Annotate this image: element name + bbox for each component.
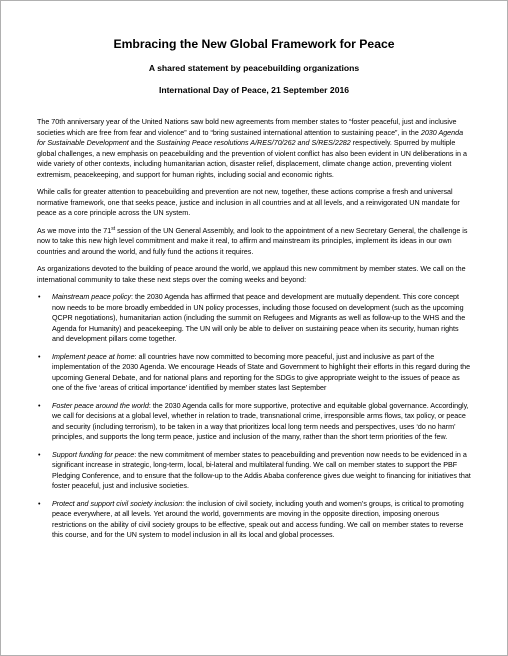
paragraph-session <box>37 226 471 258</box>
list-item-implement-peace <box>37 352 471 394</box>
paragraph-text: and the <box>128 139 157 147</box>
list-item-text: : the 2030 Agenda calls for more supportive, protective and equitable global governance. Accordingly, we call for decisions at a global level, whether in relation to trade, transnational crime, irresponsible arms flows, tax policy, or peace and security (including terrorism), to be taken in a way that prioritizes local long term needs and perspectives, uses ‘do no harm’ principles, and supports the long term peace, justice and inclusion of the many, rather than the short term priorities of the few. <box>52 401 469 441</box>
list-item-support-funding <box>37 450 471 492</box>
paragraph-framework: While calls for greater attention to peacebuilding and prevention are not new, together, these actions comprise a fresh and universal normative framework, one that seeks peace, justice and inclusion in all countries and at all levels, and a reinvigorated UN mandate for peace as a core principle across the UN system. <box>37 188 460 217</box>
resolutions-title: Sustaining Peace resolutions A/RES/70/262 and S/RES/2282 <box>156 139 351 147</box>
paragraph-text: As we move into the 71 <box>37 226 112 235</box>
document-subtitle: A shared statement by peacebuilding organizations <box>148 63 360 73</box>
paragraph-text: session of the UN General Assembly, and look to the appointment of a new Secretary General, the challenge is now to take this new high level commitment and make it real, to affirm and mainstream its principles, implement its ideas in our own countries and around the world, and fully fund the actions it requires. <box>37 226 468 256</box>
bullet-icon: • <box>38 450 41 459</box>
action-list <box>37 292 471 541</box>
paragraph-call: As organizations devoted to the building of peace around the world, we applaud this new commitment by member states. We call on the international community to take these next steps over the coming weeks and beyond: <box>37 265 466 284</box>
agenda-title: 2030 Agenda for Sustainable Development <box>37 128 464 147</box>
bullet-icon: • <box>38 401 41 410</box>
document-date: International Day of Peace, 21 September 2016 <box>158 85 350 95</box>
list-item-civil-society <box>37 499 471 541</box>
list-item-lead: Foster peace around the world <box>52 401 149 410</box>
list-item-text: : all countries have now committed to becoming more peaceful, just and inclusive as part of the implementation of the 2030 Agenda. We encourage Heads of State and Government to highlight their efforts in this regard during the upcoming General Debate, and for national plans and reporting for the SDGs to give appropriate weight to the issues of peace as one of the five ‘areas of critical importance’ identified by member states last September <box>52 352 471 392</box>
bullet-icon: • <box>38 499 41 508</box>
list-item-mainstream-peace <box>37 292 471 345</box>
document-title: Embracing the New Global Framework for Peace <box>113 37 395 51</box>
list-item-lead: Mainstream peace policy <box>52 293 131 301</box>
paragraph-text: The 70th anniversary year of the United Nations saw bold new agreements from member states to “foster peaceful, just and inclusive societies which are free from fear and violence” and to “bring sustained international attention to sustaining peace”, in the <box>37 118 457 137</box>
paragraph-intro <box>37 117 471 180</box>
list-item-lead: Implement peace at home <box>52 352 135 361</box>
list-item-text: : the inclusion of civil society, including youth and women’s groups, is critical to promoting peace everywhere, at all levels. Yet around the world, governments are moving in the opposite direction, imposing onerous restrictions on the ability of civil society groups to be effective, speak out and access funding. We call on member states to reverse this course, and for the UN system to model inclusion in all its local and global processes. <box>52 499 464 539</box>
bullet-icon: • <box>38 293 41 301</box>
list-item-lead: Support funding for peace <box>52 450 135 459</box>
list-item-text: : the 2030 Agenda has affirmed that peace and development are mutually dependent. This core concept now needs to be more broadly embedded in UN policy processes, including those focused on development (such as the upcoming QCPR negotiations), humanitarian action (including the summit on Refugees and Migrants as well as follow-up to the WHS and the Agenda for Humanity) and peacekeeping. The UN will only be able to deliver on sustaining peace when its security, human rights and development pillars come together. <box>52 293 466 343</box>
list-item-foster-peace <box>37 401 471 443</box>
paragraph-text: respectively. Spurred by multiple global challenges, a new emphasis on peacebuilding and the prevention of violent conflict has also been evident in UN deliberations in a wide variety of other contexts, including humanitarian action, disaster relief, displacement, climate change action, preventing violent extremism, peacekeeping, and support for human rights, including social and economic rights. <box>37 139 467 179</box>
ordinal-suffix: st <box>111 225 116 232</box>
list-item-text: : the new commitment of member states to peacebuilding and prevention now needs to be evidenced in a significant increase in strategic, long-term, local, bi-lateral and multilateral funding. We call on member states to support the PBF Pledging Conference, and to ensure that the follow-up to the Addis Ababa conference gives due weight to financing for initiatives that foster peaceful, just and inclusive societies. <box>52 450 471 490</box>
list-item-lead: Protect and support civil society inclusion <box>52 499 183 508</box>
bullet-icon: • <box>38 352 41 361</box>
